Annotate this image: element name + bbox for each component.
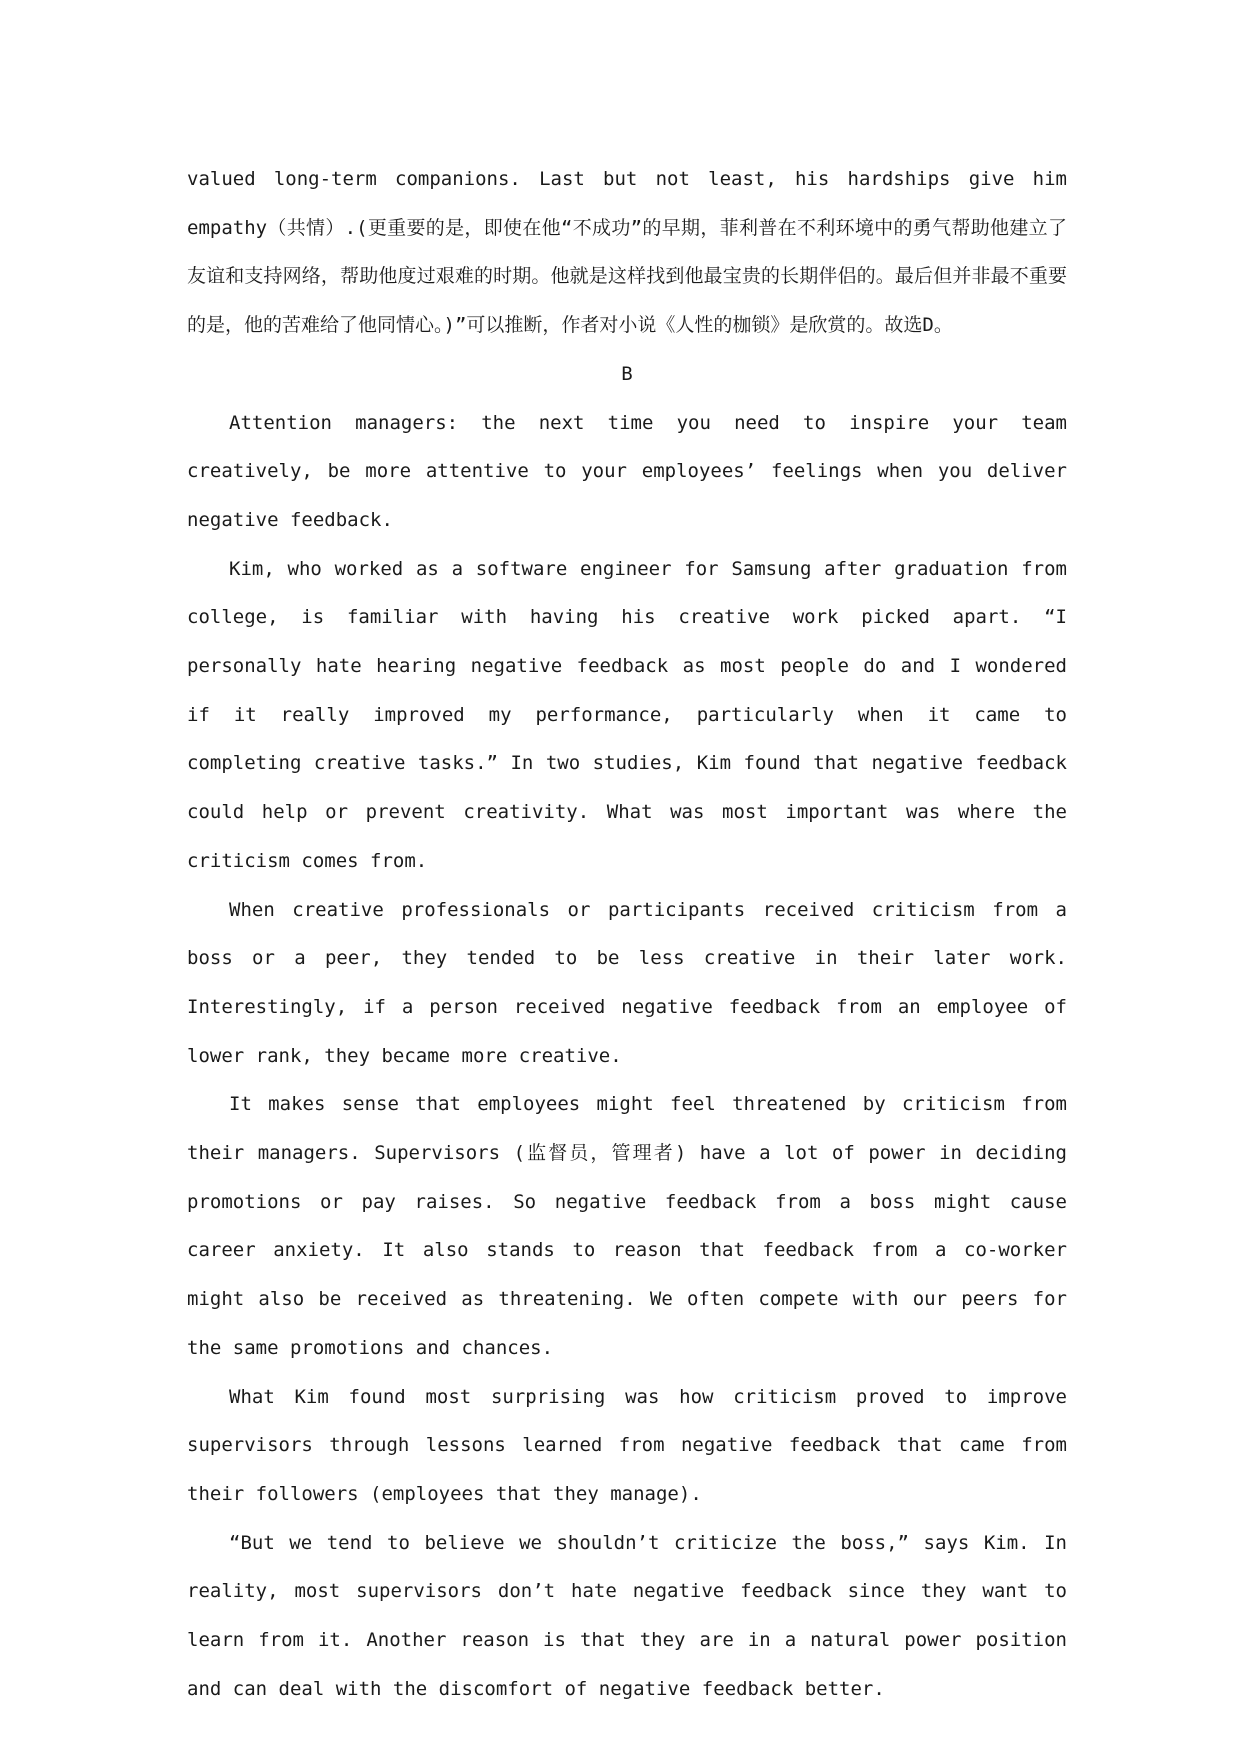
intro-paragraph: valued long-term companions. Last but not least, his hardships give him empathy（共情）.(更重要的是，即使在他“不成功”的早期，菲利普在不利环境中的勇气帮助他建立了友谊和支持网络，帮助他度过艰难的时期。他就是这样找到他最宝贵的长期伴侣的。最后但并非最不重要的是，他的苦难给了他同情心。)”可以推断，作者对小说《人性的枷锁》是欣赏的。故选D。: [187, 168, 1067, 337]
paragraph-3: When creative professionals or participants received criticism from a boss or a peer, they tended to be less creative in their later work. Interestingly, if a person received negative feedback from an employee of lower rank, they became more creative.: [187, 898, 1067, 1067]
paragraph-2: Kim, who worked as a software engineer for Samsung after graduation from college, is familiar with having his creative work picked apart. “I personally hate hearing negative feedback as most people do and I wondered if it really improved my performance, particularly when it came to completing creative tasks.” In two studies, Kim found that negative feedback could help or prevent creativity. What was most important was where the criticism comes from.: [187, 557, 1067, 872]
section-title: B: [621, 362, 633, 385]
paragraph-6: “But we tend to believe we shouldn’t criticize the boss,” says Kim. In reality, most supervisors don’t hate negative feedback since they want to learn from it. Another reason is that they are in a natural power position and can deal with the discomfort of negative feedback better.: [187, 1531, 1067, 1700]
paragraph-1: Attention managers: the next time you need to inspire your team creatively, be more attentive to your employees’ feelings when you deliver negative feedback.: [187, 411, 1067, 531]
paragraph-5: What Kim found most surprising was how criticism proved to improve supervisors through lessons learned from negative feedback that came from their followers (employees that they manage).: [187, 1385, 1067, 1505]
document-page: [187, 155, 1067, 1714]
paragraph-4: It makes sense that employees might feel threatened by criticism from their managers. Supervisors (监督员，管理者) have a lot of power in deciding promotions or pay raises. So negative feedback from a boss might cause career anxiety. It also stands to reason that feedback from a co-worker might also be received as threatening. We often compete with our peers for the same promotions and chances.: [187, 1093, 1067, 1359]
